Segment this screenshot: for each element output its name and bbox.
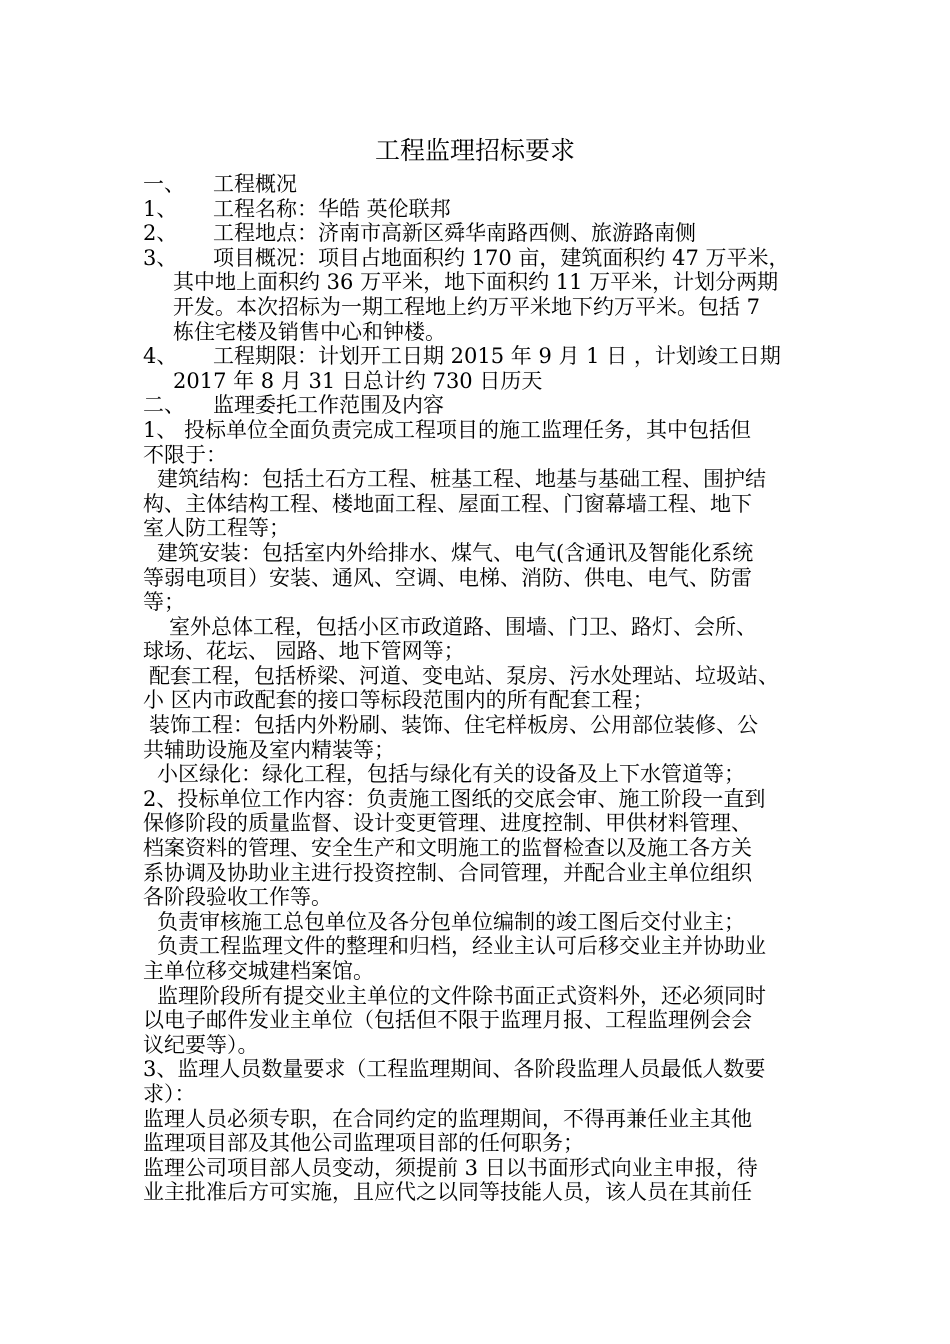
text-line: 负责审核施工总包单位及各分包单位编制的竣工图后交付业主；: [157, 909, 745, 934]
text-line: 档案资料的管理、安全生产和文明施工的监督检查以及施工各方关: [143, 836, 752, 861]
text-line: 构、主体结构工程、楼地面工程、屋面工程、门窗幕墙工程、地下: [143, 491, 752, 516]
text-line: 其中地上面积约 36 万平米，地下面积约 11 万平米，计划分两期: [173, 270, 779, 295]
item-text: 工程地点：济南市高新区舜华南路西侧、旅游路南侧: [213, 221, 696, 246]
document-title: 工程监理招标要求: [374, 136, 575, 165]
item-text: 项目概况：项目占地面积约 170 亩，建筑面积约 47 万平米，: [213, 245, 790, 270]
text-line: 监理人员必须专职，在合同约定的监理期间，不得再兼任业主其他: [143, 1106, 752, 1131]
text-line: 监理项目部及其他公司监理项目部的任何职务；: [143, 1131, 584, 1156]
section-number: 二、: [143, 393, 185, 418]
text-line: 系协调及协助业主进行投资控制、合同管理，并配合业主单位组织: [143, 860, 752, 885]
text-line: 等弱电项目）安装、通风、空调、电梯、消防、供电、电气、防雷: [143, 565, 752, 590]
list-item: [143, 246, 828, 271]
section-title: 工程概况: [213, 172, 297, 196]
text-line: 建筑结构：包括土石方工程、桩基工程、地基与基础工程、围护结: [157, 467, 766, 492]
text-line: 等；: [143, 590, 185, 615]
text-line: 主单位移交城建档案馆。: [143, 959, 374, 983]
section-number: 一、: [143, 172, 185, 196]
text-line: 装饰工程：包括内外粉刷、装饰、住宅样板房、公用部位装修、公: [149, 713, 758, 738]
text-line: 室外总体工程，包括小区市政道路、围墙、门卫、路灯、会所、: [169, 614, 757, 639]
text-line: 1、 投标单位全面负责完成工程项目的施工监理任务，其中包括但: [143, 417, 752, 442]
text-line: 球场、花坛、 园路、地下管网等；: [143, 639, 465, 664]
text-line: 2、投标单位工作内容：负责施工图纸的交底会审、施工阶段一直到: [143, 786, 766, 811]
list-item: [143, 197, 828, 222]
list-item: [143, 221, 828, 246]
text-line: 建筑安装：包括室内外给排水、煤气、电气(含通讯及智能化系统: [157, 540, 754, 565]
text-line: 小区绿化：绿化工程，包括与绿化有关的设备及上下水管道等；: [157, 762, 745, 787]
item-number: 1、: [143, 196, 178, 221]
item-text: 工程名称：华皓 英伦联邦: [213, 196, 451, 221]
list-item: [143, 344, 828, 369]
text-line: 监理阶段所有提交业主单位的文件除书面正式资料外，还必须同时: [157, 983, 766, 1008]
item-number: 2、: [143, 221, 178, 246]
text-line: 室人防工程等；: [143, 516, 290, 541]
text-line: 栋住宅楼及销售中心和钟楼。: [173, 319, 446, 344]
text-line: 各阶段验收工作等。: [143, 885, 332, 910]
text-line: 议纪要等）。: [143, 1032, 259, 1057]
text-line: 业主批准后方可实施，且应代之以同等技能人员，该人员在其前任: [143, 1180, 752, 1205]
text-line: 求）：: [143, 1081, 196, 1106]
text-line: 监理公司项目部人员变动，须提前 3 日以书面形式向业主申报，待: [143, 1155, 758, 1180]
section-title: 监理委托工作范围及内容: [213, 393, 444, 418]
text-line: 不限于：: [143, 442, 227, 467]
text-line: 2017 年 8 月 31 日总计约 730 日历天: [173, 368, 543, 393]
text-line: 负责工程监理文件的整理和归档，经业主认可后移交业主并协助业: [157, 934, 766, 959]
item-text: 工程期限：计划开工日期 2015 年 9 月 1 日 ，计划竣工日期: [213, 344, 781, 369]
text-line: 3、监理人员数量要求（工程监理期间、各阶段监理人员最低人数要: [143, 1057, 766, 1082]
text-line: 保修阶段的质量监督、设计变更管理、进度控制、甲供材料管理、: [143, 811, 752, 836]
item-number: 4、: [143, 344, 178, 369]
section-heading: [143, 393, 828, 418]
item-number: 3、: [143, 245, 178, 270]
document-body: [143, 172, 828, 1205]
text-line: 共辅助设施及室内精装等；: [143, 737, 395, 762]
text-line: 小 区内市政配套的接口等标段范围内的所有配套工程；: [143, 688, 654, 713]
text-line: 以电子邮件发业主单位（包括但不限于监理月报、工程监理例会会: [143, 1008, 752, 1033]
section-heading: [143, 172, 828, 197]
text-line: 配套工程，包括桥梁、河道、变电站、泵房、污水处理站、垃圾站、: [149, 663, 779, 688]
text-line: 开发。本次招标为一期工程地上约万平米地下约万平米。包括 7: [173, 294, 761, 319]
